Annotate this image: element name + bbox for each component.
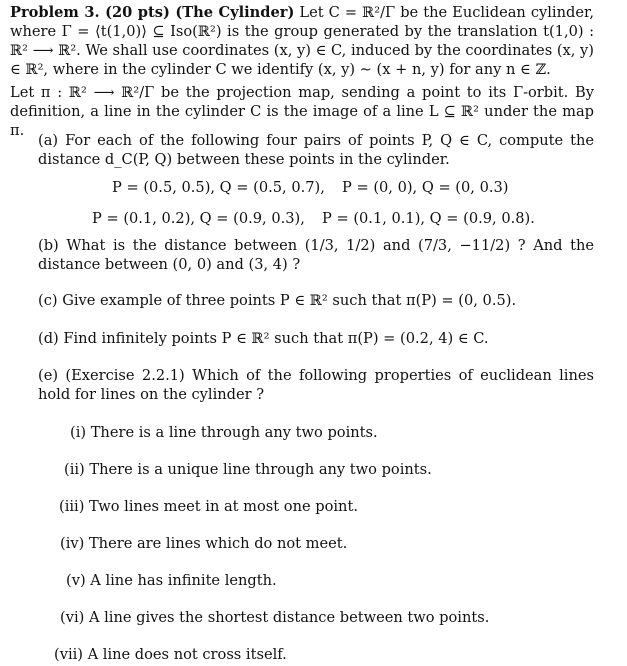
pair-4: P = (0.1, 0.1), Q = (0.9, 0.8). xyxy=(322,210,535,227)
property-item-text: A line gives the shortest distance between two points. xyxy=(88,609,490,626)
pair-1: P = (0.5, 0.5), Q = (0.5, 0.7), xyxy=(112,179,325,196)
property-item-text: Two lines meet in at most one point. xyxy=(89,498,358,515)
part-a-text: For each of the following four pairs of points P, Q ∈ C, compute the distance d_C(P, Q) between these points in the cylinder. xyxy=(38,132,594,168)
part-d-text: Find infinitely points P ∈ ℝ² such that π(P) = (0.2, 4) ∈ C. xyxy=(63,330,489,347)
part-c-label: (c) xyxy=(38,292,58,309)
property-item-label: (vi) xyxy=(60,609,85,626)
part-b-label: (b) xyxy=(38,237,59,254)
property-item xyxy=(54,645,287,664)
problem-intro-text: Let C = ℝ²/Γ be the Euclidean cylinder, where Γ = ⟨t(1,0)⟩ ⊆ Iso(ℝ²) is the group generated by the translation t(1,0) : ℝ² ⟶ ℝ². We shall use coordinates (x, y) ∈ C, induced by the coordinates (x, y) ∈ ℝ², where in the cylinder C we identify (x, y) ∼ (x + n, y) for any n ∈ ℤ. xyxy=(10,4,594,78)
property-item-label: (vii) xyxy=(54,646,83,663)
part-b-text: What is the distance between (1/3, 1/2) and (7/3, −11/2) ? And the distance between (0, 0) and (3, 4) ? xyxy=(38,237,594,273)
part-d-label: (d) xyxy=(38,330,59,347)
part-a-label: (a) xyxy=(38,132,59,149)
property-item-label: (iii) xyxy=(59,498,85,515)
part-b xyxy=(38,236,594,274)
property-item-label: (ii) xyxy=(64,461,85,478)
pair-3: P = (0.1, 0.2), Q = (0.9, 0.3), xyxy=(92,210,305,227)
part-c-text: Give example of three points P ∈ ℝ² such that π(P) = (0, 0.5). xyxy=(62,292,517,309)
property-item-text: There are lines which do not meet. xyxy=(88,535,348,552)
part-e-text: (Exercise 2.2.1) Which of the following properties of euclidean lines hold for lines on the cylinder ? xyxy=(38,367,594,403)
property-item-text: A line does not cross itself. xyxy=(87,646,287,663)
property-item xyxy=(59,497,358,516)
property-item-label: (i) xyxy=(70,424,87,441)
problem-intro xyxy=(10,3,594,79)
part-d xyxy=(38,329,594,348)
problem-header: Problem 3. (20 pts) (The Cylinder) xyxy=(10,4,295,21)
property-item-text: A line has infinite length. xyxy=(90,572,277,589)
property-item xyxy=(64,460,432,479)
property-item-text: There is a line through any two points. xyxy=(90,424,378,441)
property-item xyxy=(60,608,489,627)
property-item-text: There is a unique line through any two points. xyxy=(89,461,432,478)
property-item xyxy=(66,571,277,590)
part-e xyxy=(38,366,594,404)
property-item-label: (iv) xyxy=(60,535,85,552)
part-c xyxy=(38,291,594,310)
property-item-label: (v) xyxy=(66,572,86,589)
part-a xyxy=(38,131,594,169)
property-item xyxy=(60,534,347,553)
property-item xyxy=(70,423,378,442)
projection-definition: Let π : ℝ² ⟶ ℝ²/Γ be the projection map, sending a point to its Γ-orbit. By definition, a line in the cylinder C is the image of a line L ⊆ ℝ² under the map π. xyxy=(10,84,594,139)
pair-2: P = (0, 0), Q = (0, 0.3) xyxy=(342,179,509,196)
part-e-label: (e) xyxy=(38,367,59,384)
